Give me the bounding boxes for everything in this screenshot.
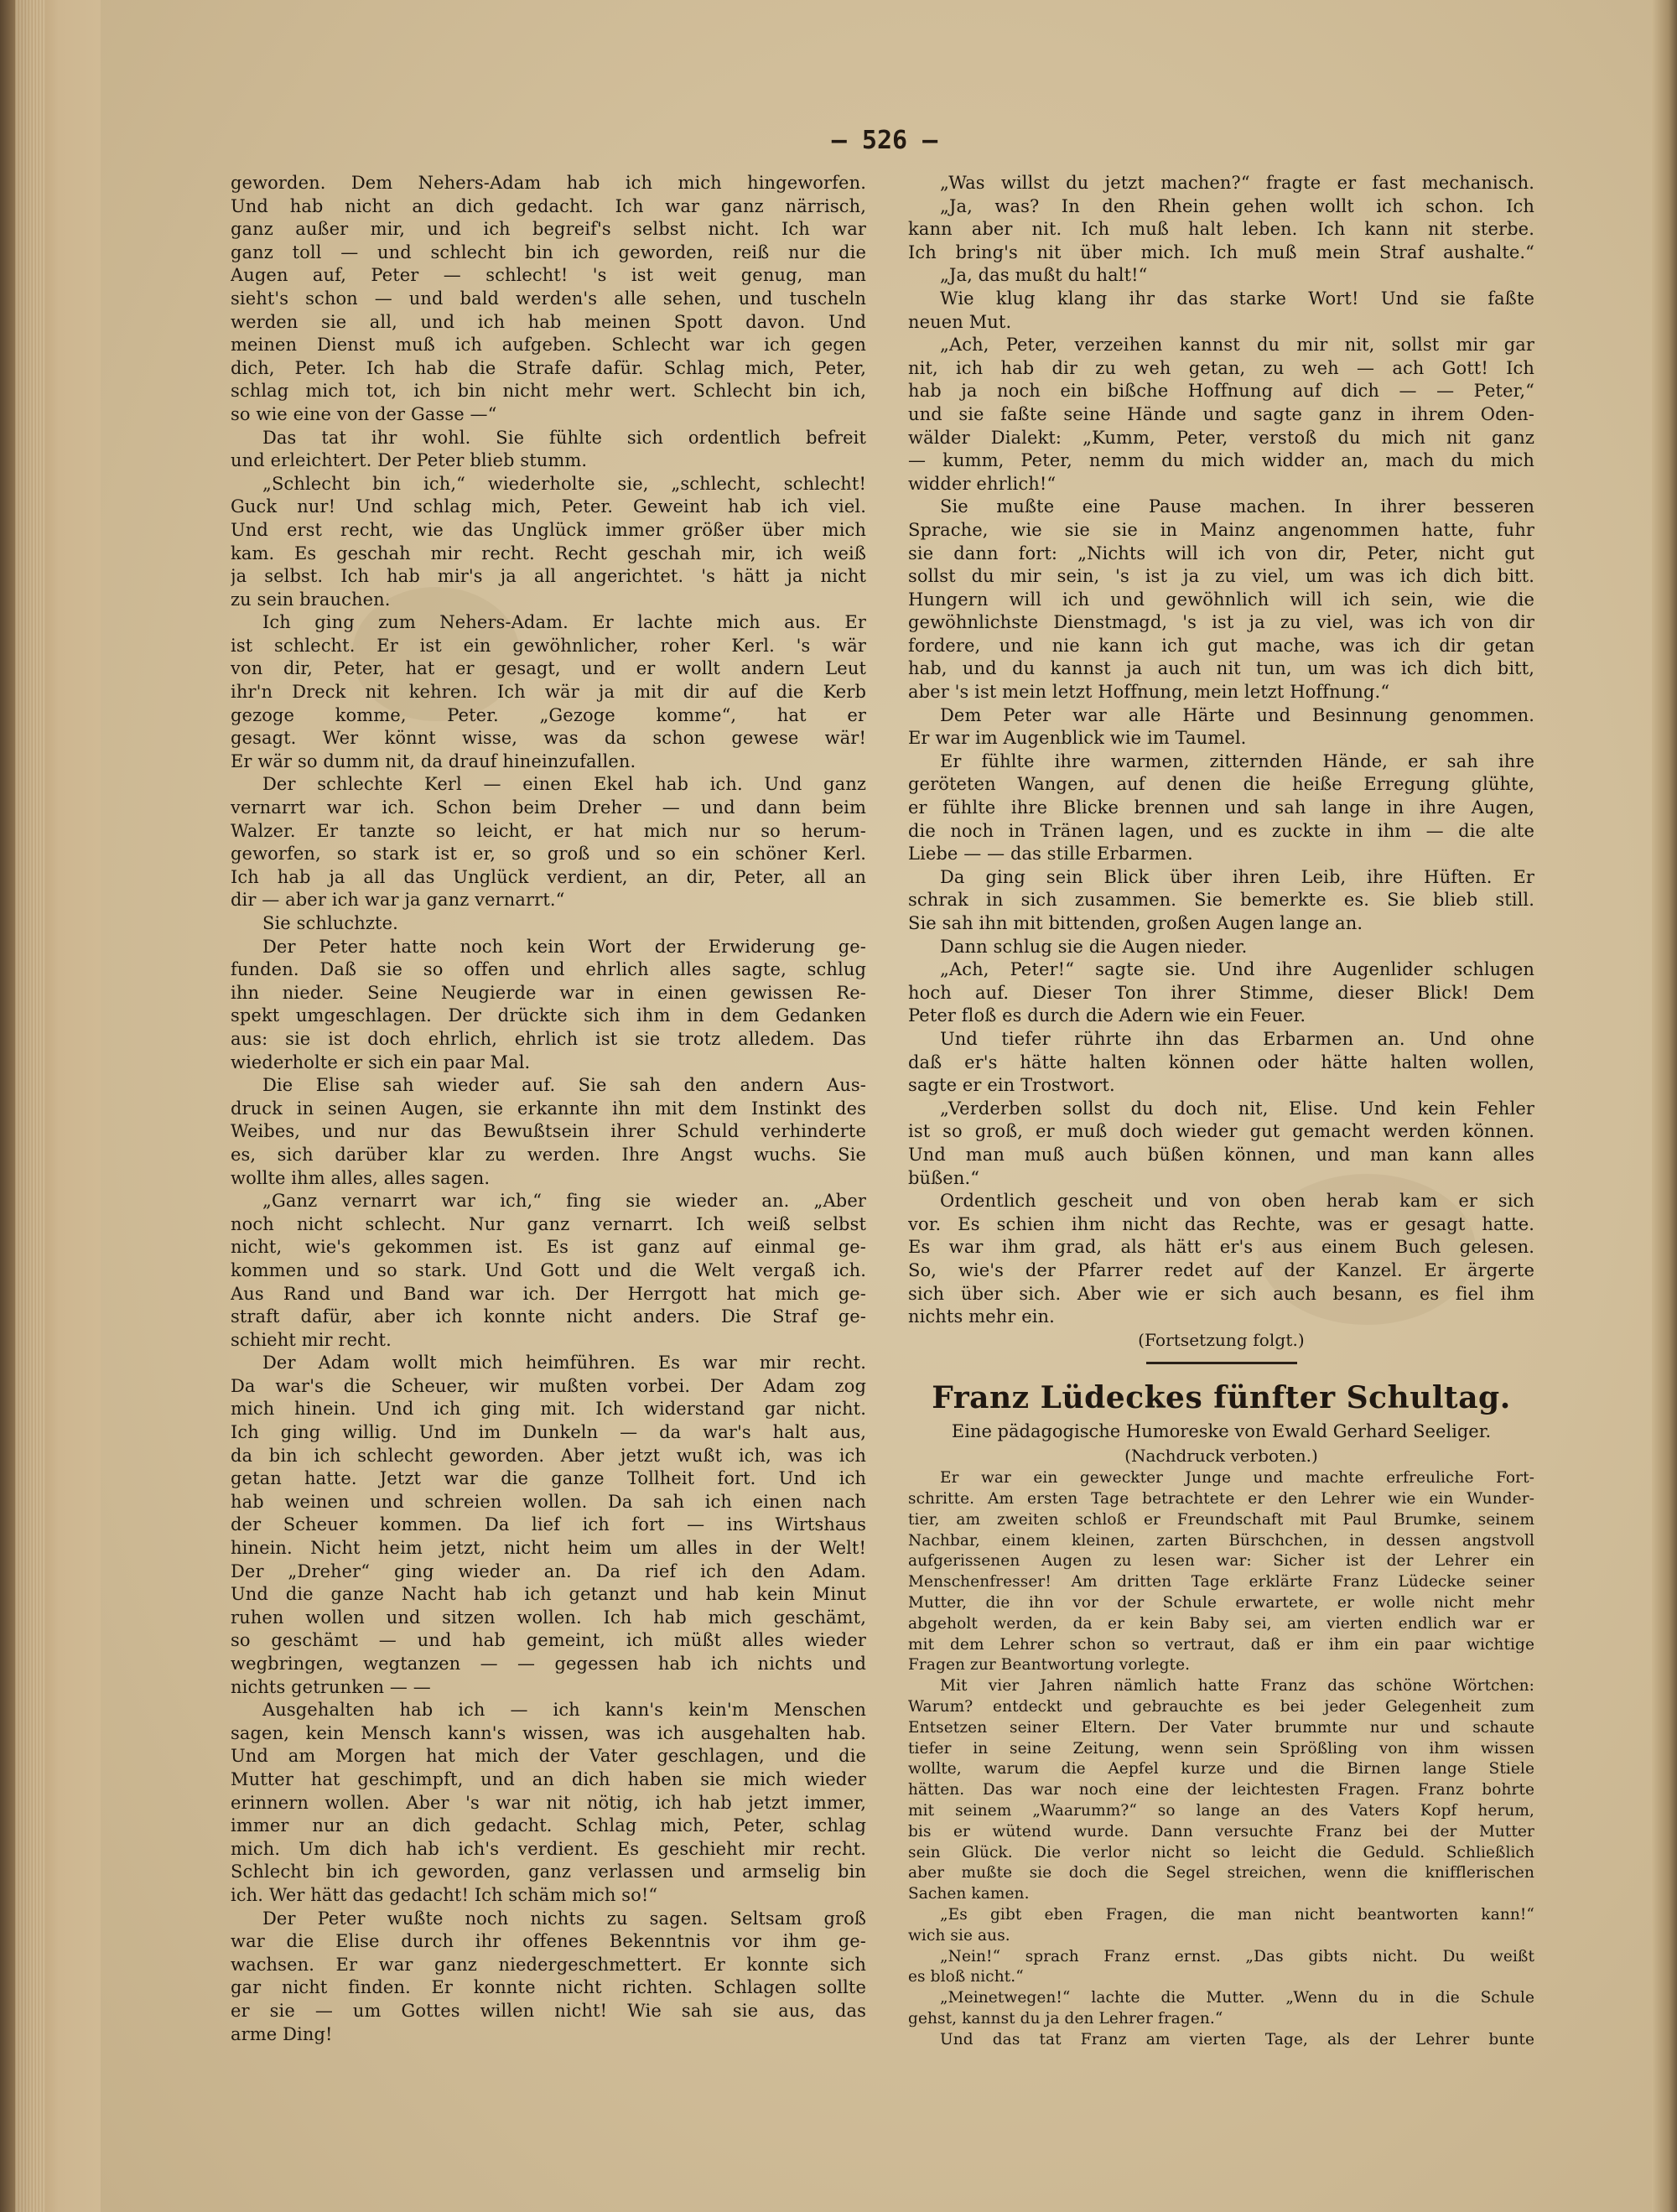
text-line: Mutter, die ihn vor der Schule erwartete, er wolle nicht mehr bbox=[908, 1594, 1534, 1612]
text-line: wollte ihm alles, alles sagen. bbox=[231, 1167, 491, 1188]
text-line: ja selbst. Ich hab mir's ja all angerichtet. 's hätt ja nicht bbox=[231, 566, 866, 587]
text-line: schlag mich tot, ich bin nicht mehr wert. Schlecht bin ich, bbox=[231, 381, 866, 402]
text-line: kommen und so stark. Und Gott und die Welt vergaß ich. bbox=[231, 1259, 866, 1280]
text-line: aber mußte sie doch die Segel streichen, wenn die knifflerischen bbox=[908, 1864, 1534, 1882]
text-line: Das tat ihr wohl. Sie fühlte sich ordentlich befreit bbox=[262, 427, 866, 448]
text-line: war die Elise durch ihr offenes Bekenntnis vor ihm ge- bbox=[231, 1931, 866, 1952]
text-line: wachsen. Er war ganz niedergeschmettert. Er konnte sich bbox=[231, 1954, 866, 1975]
text-line: Ausgehalten hab ich — ich kann's kein'm Menschen bbox=[262, 1700, 866, 1721]
text-line: arme Ding! bbox=[231, 2023, 333, 2044]
text-line: die noch in Tränen lagen, und es zuckte in ihm — die alte bbox=[908, 820, 1534, 841]
text-line: „Ja, das mußt du halt!“ bbox=[940, 265, 1148, 286]
text-line: Augen auf, Peter — schlecht! 's ist weit genug, man bbox=[231, 265, 866, 286]
text-line: „Meinetwegen!“ lachte die Mutter. „Wenn du in die Schule bbox=[940, 1989, 1534, 2007]
text-line: abgeholt werden, da er kein Baby sei, am vierten endlich war er bbox=[908, 1614, 1534, 1633]
text-line: „Was willst du jetzt machen?“ fragte er fast mechanisch. bbox=[940, 173, 1534, 193]
text-line: aufgerissenen Augen zu lesen war: Sicher ist der Lehrer ein bbox=[908, 1552, 1534, 1571]
text-line: erinnern wollen. Aber 's war nit nötig, ich hab jetzt immer, bbox=[231, 1792, 866, 1813]
text-line: Wie klug klang ihr das starke Wort! Und sie faßte bbox=[940, 288, 1534, 309]
text-line: gehst, kannst du ja den Lehrer fragen.“ bbox=[908, 2010, 1223, 2028]
text-line: Sprache, wie sie sie in Mainz angenommen hatte, fuhr bbox=[908, 519, 1534, 540]
text-line: nichts mehr ein. bbox=[908, 1306, 1055, 1327]
text-line: straft dafür, aber ich konnte nicht anders. Die Straf ge- bbox=[231, 1306, 866, 1327]
text-line: nicht, wie's gekommen ist. Es ist ganz auf einmal ge- bbox=[231, 1237, 866, 1258]
text-line: neuen Mut. bbox=[908, 311, 1012, 332]
text-line: ihn nieder. Seine Neugierde war in einen gewissen Re- bbox=[231, 982, 866, 1003]
story-title: Franz Lüdeckes fünfter Schultag. bbox=[932, 1380, 1511, 1416]
text-line: „Es gibt eben Fragen, die man nicht beantworten kann!“ bbox=[940, 1906, 1534, 1924]
text-line: „Ja, was? In den Rhein gehen wollt ich schon. Ich bbox=[940, 195, 1534, 216]
text-line: Die Elise sah wieder auf. Sie sah den andern Aus- bbox=[262, 1075, 866, 1096]
page-number: — 526 — bbox=[831, 126, 938, 155]
text-line: „Nein!“ sprach Franz ernst. „Das gibts nicht. Du weißt bbox=[940, 1947, 1534, 1965]
text-line: ganz außer mir, und ich begreif's selbst nicht. Ich war bbox=[231, 219, 866, 240]
text-line: ich. Wer hätt das gedacht! Ich schäm mich so!“ bbox=[231, 1884, 658, 1905]
text-line: Und hab nicht an dich gedacht. Ich war ganz närrisch, bbox=[231, 195, 866, 216]
text-line: Er war im Augenblick wie im Taumel. bbox=[908, 728, 1247, 749]
text-line: Er war ein geweckter Junge und machte erfreuliche Fort- bbox=[940, 1469, 1534, 1488]
text-line: Ordentlich gescheit und von oben herab kam er sich bbox=[940, 1191, 1534, 1212]
text-line: Sie schluchzte. bbox=[262, 913, 398, 933]
text-line: Es war ihm grad, als hätt er's aus einem Buch gelesen. bbox=[908, 1237, 1534, 1258]
text-line: so wie eine von der Gasse —“ bbox=[231, 403, 497, 424]
text-line: tiefer in seine Zeitung, wenn sein Sprößling von ihm wissen bbox=[908, 1739, 1534, 1758]
text-line: wälder Dialekt: „Kumm, Peter, verstoß du mich nit ganz bbox=[908, 427, 1534, 448]
text-line: Ich ging zum Nehers-Adam. Er lachte mich aus. Er bbox=[262, 612, 866, 633]
text-line: es, sich darüber klar zu werden. Ihre Angst wuchs. Sie bbox=[231, 1144, 866, 1165]
text-line: gar nicht finden. Er konnte nicht richten. Schlagen sollte bbox=[231, 1977, 866, 1998]
text-line: Und das tat Franz am vierten Tage, als der Lehrer bunte bbox=[940, 2030, 1534, 2048]
text-line: von dir, Peter, hat er gesagt, und er wollt andern Leut bbox=[231, 658, 866, 679]
text-line: Der Peter wußte noch nichts zu sagen. Seltsam groß bbox=[262, 1908, 866, 1929]
text-line: sein Glück. Die verlor nicht so leicht die Geduld. Schließlich bbox=[908, 1843, 1534, 1862]
text-line: gezoge komme, Peter. „Gezoge komme“, hat er bbox=[231, 704, 866, 725]
text-line: gesagt. Wer könnt wisse, was da schon gewese wär! bbox=[231, 728, 866, 749]
text-line: Aus Rand und Band war ich. Der Herrgott hat mich ge- bbox=[231, 1283, 866, 1304]
text-line: Walzer. Er tanzte so leicht, er hat mich nur so herum- bbox=[231, 820, 866, 841]
text-line: Dann schlug sie die Augen nieder. bbox=[940, 936, 1248, 957]
text-line: tier, am zweiten schloß er Freundschaft mit Paul Brumke, seinem bbox=[908, 1510, 1534, 1529]
text-line: Und tiefer rührte ihn das Erbarmen an. Und ohne bbox=[940, 1028, 1534, 1049]
left-column bbox=[231, 172, 866, 2046]
text-line: Nachbar, einem kleinen, zarten Bürschchen, in dessen angstvoll bbox=[908, 1531, 1534, 1550]
text-line: mit seinem „Waarumm?“ so lange an des Vaters Kopf herum, bbox=[908, 1802, 1534, 1820]
text-line: Ich bring's nit über mich. Ich muß mein Straf aushalte.“ bbox=[908, 241, 1534, 262]
text-line: hinein. Nicht heim jetzt, nicht heim um alles in der Welt! bbox=[231, 1538, 866, 1559]
text-line: ist schlecht. Er ist ein gewöhnlicher, roher Kerl. 's wär bbox=[231, 635, 866, 656]
text-line: nit, ich hab dir zu weh getan, zu weh — ach Gott! Ich bbox=[908, 357, 1534, 378]
text-line: nichts getrunken — — bbox=[231, 1676, 431, 1697]
section-divider bbox=[1146, 1362, 1297, 1364]
text-line: Hungern will ich und gewöhnlich will ich sein, wie die bbox=[908, 589, 1534, 610]
text-line: druck in seinen Augen, sie erkannte ihn mit dem Instinkt des bbox=[231, 1098, 866, 1119]
text-line: ruhen wollen und sitzen wollen. Ich hab mich geschämt, bbox=[231, 1607, 866, 1628]
text-line: und sie faßte seine Hände und sagte ganz in ihrem Oden- bbox=[908, 403, 1534, 424]
text-line: hab ja noch ein bißche Hoffnung auf dich — — Peter,“ bbox=[908, 381, 1534, 402]
story-continuation-text bbox=[908, 172, 1534, 1329]
text-line: werden sie all, und ich hab meinen Spott davon. Und bbox=[231, 311, 866, 332]
text-line: und erleichtert. Der Peter blieb stumm. bbox=[231, 450, 588, 471]
right-page-edge bbox=[1652, 0, 1677, 2212]
text-line: büßen.“ bbox=[908, 1167, 980, 1188]
text-line: „Ganz vernarrt war ich,“ fing sie wieder an. „Aber bbox=[262, 1191, 866, 1212]
text-line: aus: sie ist doch ehrlich, ehrlich ist sie trotz alledem. Das bbox=[231, 1028, 866, 1049]
text-line: dir — aber ich war ja ganz vernarrt.“ bbox=[231, 890, 565, 911]
text-line: Er fühlte ihre warmen, zitternden Hände, er sah ihre bbox=[940, 750, 1534, 771]
text-line: fordere, und nie kann ich gut mache, was ich dir getan bbox=[908, 635, 1534, 656]
text-line: Sie mußte eine Pause machen. In ihrer besseren bbox=[940, 496, 1534, 517]
text-line: Der „Dreher“ ging wieder an. Da rief ich den Adam. bbox=[231, 1560, 866, 1581]
text-line: Sachen kamen. bbox=[908, 1885, 1030, 1903]
text-line: sollst du mir sein, 's ist ja zu viel, um was ich dich bitt. bbox=[908, 566, 1534, 587]
text-line: hoch auf. Dieser Ton ihrer Stimme, dieser Blick! Dem bbox=[908, 982, 1534, 1003]
text-line: immer nur an dich gedacht. Schlag mich, Peter, schlag bbox=[231, 1815, 866, 1836]
text-line: sagte er ein Trostwort. bbox=[908, 1075, 1115, 1096]
text-line: wegbringen, wegtanzen — — gegessen hab ich nichts und bbox=[231, 1654, 866, 1674]
text-line: kam. Es geschah mir recht. Recht geschah mir, ich weiß bbox=[231, 543, 866, 563]
text-line: Er wär so dumm nit, da drauf hineinzufallen. bbox=[231, 750, 636, 771]
new-story-text bbox=[908, 1468, 1534, 2050]
text-line: schritte. Am ersten Tage betrachtete er den Lehrer wie ein Wunder- bbox=[908, 1490, 1534, 1508]
text-line: sie dann fort: „Nichts will ich von dir, Peter, nicht gut bbox=[908, 543, 1534, 563]
text-line: er sie — um Gottes willen nicht! Wie sah sie aus, das bbox=[231, 2000, 866, 2021]
text-line: mit dem Lehrer schon so vertraut, daß er ihm ein paar wichtige bbox=[908, 1635, 1534, 1654]
text-line: wollte, warum die Aepfel kurze und die Birnen lange Stiele bbox=[908, 1760, 1534, 1778]
text-line: noch nicht schlecht. Nur ganz vernarrt. Ich weiß selbst bbox=[231, 1213, 866, 1234]
text-line: daß er's hätte halten können oder hätte halten wollen, bbox=[908, 1051, 1534, 1072]
text-line: dich, Peter. Ich hab die Strafe dafür. Schlag mich, Peter, bbox=[231, 357, 866, 378]
text-line: So, wie's der Pfarrer redet auf der Kanzel. Er ärgerte bbox=[908, 1259, 1534, 1280]
text-line: kann aber nit. Ich muß halt leben. Ich kann nit sterbe. bbox=[908, 219, 1534, 240]
text-line: Der schlechte Kerl — einen Ekel hab ich. Und ganz bbox=[262, 774, 866, 795]
text-line: Der Adam wollt mich heimführen. Es war mir recht. bbox=[262, 1353, 866, 1373]
text-line: ihr'n Dreck nit kehren. Ich wär ja mit dir auf die Kerb bbox=[231, 682, 866, 703]
text-line: Da ging sein Blick über ihren Leib, ihre Hüften. Er bbox=[940, 866, 1534, 887]
text-line: Peter floß es durch die Adern wie ein Feuer. bbox=[908, 1005, 1306, 1026]
text-line: Und am Morgen hat mich der Vater geschlagen, und die bbox=[231, 1746, 866, 1767]
story-subtitle: Eine pädagogische Humoreske von Ewald Gerhard Seeliger. bbox=[951, 1421, 1492, 1442]
text-line: hab, und du kannst ja auch nit tun, um was ich dich bitt, bbox=[908, 658, 1534, 679]
text-line: so geschämt — und hab gemeint, ich müßt alles wieder bbox=[231, 1630, 866, 1651]
text-line: Und erst recht, wie das Unglück immer größer über mich bbox=[231, 519, 866, 540]
text-line: widder ehrlich!“ bbox=[908, 473, 1057, 494]
text-line: Mit vier Jahren nämlich hatte Franz das schöne Wörtchen: bbox=[940, 1677, 1534, 1695]
text-line: vernarrt war ich. Schon beim Dreher — und dann beim bbox=[231, 797, 866, 818]
text-line: Guck nur! Und schlag mich, Peter. Geweint hab ich viel. bbox=[231, 496, 866, 517]
text-line: getan hatte. Jetzt war die ganze Tollheit fort. Und ich bbox=[231, 1468, 866, 1489]
text-line: Weibes, und nur das Bewußtsein ihrer Schuld verhinderte bbox=[231, 1121, 866, 1142]
text-line: aber 's ist mein letzt Hoffnung, mein letzt Hoffnung.“ bbox=[908, 682, 1390, 703]
text-line: mich. Um dich hab ich's verdient. Es geschieht mir recht. bbox=[231, 1838, 866, 1859]
text-line: zu sein brauchen. bbox=[231, 589, 391, 610]
text-line: ist so groß, er muß doch wieder gut gemacht werden können. bbox=[908, 1121, 1534, 1142]
text-line: Der Peter hatte noch kein Wort der Erwiderung ge- bbox=[262, 936, 866, 957]
text-line: ganz toll — und schlecht bin ich geworden, reiß nur die bbox=[231, 241, 866, 262]
text-line: geworfen, so stark ist er, so groß und so ein schöner Kerl. bbox=[231, 844, 866, 865]
right-column bbox=[908, 172, 1534, 2051]
text-line: „Ach, Peter, verzeihen kannst du mir nit, sollst mir gar bbox=[940, 335, 1534, 356]
text-line: schieht mir recht. bbox=[231, 1329, 392, 1350]
text-line: meinen Dienst muß ich aufgeben. Schlecht war ich gegen bbox=[231, 335, 866, 356]
text-line: sich über sich. Aber wie er sich auch besann, es fiel ihm bbox=[908, 1283, 1534, 1304]
text-line: Und man muß auch büßen können, und man kann alles bbox=[908, 1144, 1534, 1165]
text-line: Warum? entdeckt und gebrauchte es bei jeder Gelegenheit zum bbox=[908, 1698, 1534, 1716]
text-line: bis er wütend wurde. Dann versuchte Franz bei der Mutter bbox=[908, 1822, 1534, 1841]
text-line: geworden. Dem Nehers-Adam hab ich mich hingeworfen. bbox=[231, 173, 866, 193]
text-line: Ich hab ja all das Unglück verdient, an dir, Peter, all an bbox=[231, 866, 866, 887]
text-line: gewöhnlichste Dienstmagd, 's ist ja zu viel, was ich von dir bbox=[908, 612, 1534, 633]
text-line: hätten. Das war noch eine der leichtesten Fragen. Franz bohrte bbox=[908, 1781, 1534, 1799]
text-line: wich sie aus. bbox=[908, 1926, 1010, 1945]
text-line: spekt umgeschlagen. Der drückte sich ihm in dem Gedanken bbox=[231, 1005, 866, 1026]
text-line: schrak in sich zusammen. Sie bemerkte es. Sie blieb still. bbox=[908, 890, 1534, 911]
text-line: da bin ich schlecht geworden. Aber jetzt wußt ich, was ich bbox=[231, 1445, 866, 1466]
text-line: — kumm, Peter, nemm du mich widder an, mach du mich bbox=[908, 450, 1534, 471]
text-line: Sie sah ihn mit bittenden, großen Augen lange an. bbox=[908, 913, 1363, 933]
text-line: Entsetzen seiner Eltern. Der Vater brummte nur und schaute bbox=[908, 1718, 1534, 1737]
text-line: geröteten Wangen, auf denen die heiße Erregung glühte, bbox=[908, 774, 1534, 795]
text-line: Da war's die Scheuer, wir mußten vorbei. Der Adam zog bbox=[231, 1375, 866, 1396]
reprint-notice: (Nachdruck verboten.) bbox=[1124, 1446, 1318, 1467]
text-line: Menschenfresser! Am dritten Tage erklärte Franz Lüdecke seiner bbox=[908, 1573, 1534, 1591]
text-line: hab weinen und schreien wollen. Da sah ich einen nach bbox=[231, 1491, 866, 1512]
page-stack-edge bbox=[15, 0, 45, 2212]
text-line: vor. Es schien ihm nicht das Rechte, was er gesagt hatte. bbox=[908, 1213, 1534, 1234]
text-line: Ich ging willig. Und im Dunkeln — da war's halt aus, bbox=[231, 1422, 866, 1443]
text-line: Fragen zur Beantwortung vorlegte. bbox=[908, 1656, 1191, 1675]
text-line: sieht's schon — und bald werden's alle sehen, und tuscheln bbox=[231, 288, 866, 309]
text-line: Schlecht bin ich geworden, ganz verlassen und armselig bin bbox=[231, 1862, 866, 1882]
text-line: Und die ganze Nacht hab ich getanzt und hab kein Minut bbox=[231, 1584, 866, 1605]
text-line: funden. Daß sie so offen und ehrlich alles sagte, schlug bbox=[231, 959, 866, 980]
text-line: er fühlte ihre Blicke brennen und sah lange in ihre Augen, bbox=[908, 797, 1534, 818]
text-line: Liebe — — das stille Erbarmen. bbox=[908, 844, 1193, 865]
text-line: Dem Peter war alle Härte und Besinnung genommen. bbox=[940, 704, 1534, 725]
text-line: „Ach, Peter!“ sagte sie. Und ihre Augenlider schlugen bbox=[940, 959, 1534, 980]
text-line: der Scheuer kommen. Da lief ich fort — ins Wirtshaus bbox=[231, 1514, 866, 1535]
text-line: Mutter hat geschimpft, und an dich haben sie mich wieder bbox=[231, 1768, 866, 1789]
text-line: wiederholte er sich ein paar Mal. bbox=[231, 1051, 531, 1072]
continuation-note: (Fortsetzung folgt.) bbox=[1138, 1329, 1305, 1350]
text-line: „Verderben sollst du doch nit, Elise. Und kein Fehler bbox=[940, 1098, 1534, 1119]
text-line: es bloß nicht.“ bbox=[908, 1968, 1024, 1986]
text-line: mich hinein. Und ich ging mit. Ich widerstand gar nicht. bbox=[231, 1399, 866, 1420]
text-line: sagen, kein Mensch kann's wissen, was ich ausgehalten hab. bbox=[231, 1722, 866, 1743]
text-line: „Schlecht bin ich,“ wiederholte sie, „schlecht, schlecht! bbox=[262, 473, 866, 494]
